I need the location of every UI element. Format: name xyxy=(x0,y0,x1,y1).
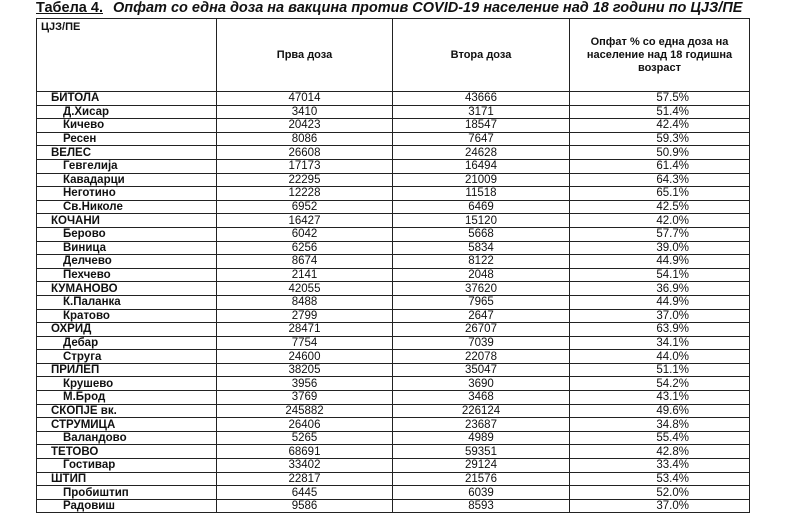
table-row xyxy=(37,336,750,350)
coverage-cell: 42.5% xyxy=(570,200,750,214)
first-dose-cell: 3956 xyxy=(217,377,393,391)
coverage-cell: 50.9% xyxy=(570,146,750,160)
table-row xyxy=(37,418,750,432)
table-row xyxy=(37,445,750,459)
region-cell: ВЕЛЕС xyxy=(37,146,217,160)
second-dose-cell: 23687 xyxy=(393,418,570,432)
first-dose-cell: 26406 xyxy=(217,418,393,432)
table-row xyxy=(37,173,750,187)
second-dose-cell: 2647 xyxy=(393,309,570,323)
second-dose-cell: 4989 xyxy=(393,431,570,445)
coverage-cell: 42.4% xyxy=(570,119,750,133)
coverage-cell: 65.1% xyxy=(570,187,750,201)
region-cell: Делчево xyxy=(37,255,217,269)
first-dose-cell: 8674 xyxy=(217,255,393,269)
second-dose-cell: 15120 xyxy=(393,214,570,228)
region-cell: Валандово xyxy=(37,431,217,445)
second-dose-cell: 7647 xyxy=(393,132,570,146)
first-dose-cell: 8086 xyxy=(217,132,393,146)
coverage-cell: 43.1% xyxy=(570,391,750,405)
region-cell: Кичево xyxy=(37,119,217,133)
first-dose-cell: 26608 xyxy=(217,146,393,160)
coverage-cell: 44.0% xyxy=(570,350,750,364)
second-dose-cell: 5668 xyxy=(393,227,570,241)
table-row xyxy=(37,363,750,377)
table-row xyxy=(37,187,750,201)
coverage-cell: 59.3% xyxy=(570,132,750,146)
first-dose-cell: 3769 xyxy=(217,391,393,405)
first-dose-cell: 2799 xyxy=(217,309,393,323)
coverage-cell: 57.7% xyxy=(570,227,750,241)
second-dose-cell: 37620 xyxy=(393,282,570,296)
second-dose-cell: 6469 xyxy=(393,200,570,214)
first-dose-cell: 22817 xyxy=(217,472,393,486)
first-dose-cell: 47014 xyxy=(217,92,393,106)
table-row xyxy=(37,282,750,296)
second-dose-cell: 29124 xyxy=(393,459,570,473)
region-cell: Радовиш xyxy=(37,499,217,513)
region-cell: СТРУМИЦА xyxy=(37,418,217,432)
table-row xyxy=(37,132,750,146)
region-cell: Св.Николе xyxy=(37,200,217,214)
coverage-cell: 64.3% xyxy=(570,173,750,187)
first-dose-cell: 12228 xyxy=(217,187,393,201)
first-dose-cell: 7754 xyxy=(217,336,393,350)
coverage-cell: 51.1% xyxy=(570,363,750,377)
second-dose-cell: 59351 xyxy=(393,445,570,459)
first-dose-cell: 68691 xyxy=(217,445,393,459)
coverage-cell: 33.4% xyxy=(570,459,750,473)
coverage-cell: 34.8% xyxy=(570,418,750,432)
coverage-cell: 42.8% xyxy=(570,445,750,459)
second-dose-cell: 226124 xyxy=(393,404,570,418)
table-row xyxy=(37,391,750,405)
first-dose-cell: 245882 xyxy=(217,404,393,418)
header-coverage: Опфат % со една доза на население над 18 годишна возраст xyxy=(570,19,750,92)
first-dose-cell: 9586 xyxy=(217,499,393,513)
region-cell: КУМАНОВО xyxy=(37,282,217,296)
first-dose-cell: 6952 xyxy=(217,200,393,214)
second-dose-cell: 21009 xyxy=(393,173,570,187)
first-dose-cell: 20423 xyxy=(217,119,393,133)
coverage-cell: 49.6% xyxy=(570,404,750,418)
first-dose-cell: 22295 xyxy=(217,173,393,187)
table-row xyxy=(37,486,750,500)
table-row xyxy=(37,214,750,228)
table-row xyxy=(37,350,750,364)
region-cell: Пехчево xyxy=(37,268,217,282)
region-cell: ПРИЛЕП xyxy=(37,363,217,377)
coverage-cell: 37.0% xyxy=(570,499,750,513)
coverage-cell: 57.5% xyxy=(570,92,750,106)
region-cell: М.Брод xyxy=(37,391,217,405)
first-dose-cell: 8488 xyxy=(217,295,393,309)
header-region: ЦЈЗ/ПЕ xyxy=(37,19,217,92)
coverage-cell: 55.4% xyxy=(570,431,750,445)
table-body xyxy=(37,92,750,513)
table-row xyxy=(37,255,750,269)
region-cell: БИТОЛА xyxy=(37,92,217,106)
region-cell: Дебар xyxy=(37,336,217,350)
first-dose-cell: 5265 xyxy=(217,431,393,445)
second-dose-cell: 3468 xyxy=(393,391,570,405)
coverage-cell: 39.0% xyxy=(570,241,750,255)
second-dose-cell: 3171 xyxy=(393,105,570,119)
first-dose-cell: 6256 xyxy=(217,241,393,255)
coverage-cell: 37.0% xyxy=(570,309,750,323)
second-dose-cell: 3690 xyxy=(393,377,570,391)
table-row xyxy=(37,92,750,106)
first-dose-cell: 3410 xyxy=(217,105,393,119)
second-dose-cell: 2048 xyxy=(393,268,570,282)
region-cell: Струга xyxy=(37,350,217,364)
region-cell: Кавадарци xyxy=(37,173,217,187)
region-cell: КОЧАНИ xyxy=(37,214,217,228)
first-dose-cell: 28471 xyxy=(217,323,393,337)
second-dose-cell: 43666 xyxy=(393,92,570,106)
coverage-cell: 52.0% xyxy=(570,486,750,500)
first-dose-cell: 24600 xyxy=(217,350,393,364)
table-row xyxy=(37,227,750,241)
region-cell: Пробиштип xyxy=(37,486,217,500)
table-row xyxy=(37,323,750,337)
table-row xyxy=(37,241,750,255)
first-dose-cell: 38205 xyxy=(217,363,393,377)
table-row xyxy=(37,159,750,173)
first-dose-cell: 16427 xyxy=(217,214,393,228)
table-row xyxy=(37,499,750,513)
first-dose-cell: 2141 xyxy=(217,268,393,282)
table-row xyxy=(37,200,750,214)
coverage-cell: 54.2% xyxy=(570,377,750,391)
table-row xyxy=(37,268,750,282)
vaccination-table xyxy=(36,18,750,513)
header-second-dose: Втора доза xyxy=(393,19,570,92)
second-dose-cell: 8122 xyxy=(393,255,570,269)
first-dose-cell: 33402 xyxy=(217,459,393,473)
table-row xyxy=(37,146,750,160)
table-row xyxy=(37,472,750,486)
second-dose-cell: 16494 xyxy=(393,159,570,173)
coverage-cell: 63.9% xyxy=(570,323,750,337)
region-cell: Кратово xyxy=(37,309,217,323)
second-dose-cell: 5834 xyxy=(393,241,570,255)
second-dose-cell: 7039 xyxy=(393,336,570,350)
second-dose-cell: 11518 xyxy=(393,187,570,201)
second-dose-cell: 24628 xyxy=(393,146,570,160)
region-cell: Ресен xyxy=(37,132,217,146)
table-caption xyxy=(36,0,796,17)
coverage-cell: 51.4% xyxy=(570,105,750,119)
table-row xyxy=(37,295,750,309)
table-row xyxy=(37,309,750,323)
first-dose-cell: 17173 xyxy=(217,159,393,173)
coverage-cell: 36.9% xyxy=(570,282,750,296)
region-cell: Крушево xyxy=(37,377,217,391)
table-row xyxy=(37,404,750,418)
region-cell: Неготино xyxy=(37,187,217,201)
coverage-cell: 61.4% xyxy=(570,159,750,173)
second-dose-cell: 21576 xyxy=(393,472,570,486)
table-label: Табела 4. xyxy=(36,0,103,16)
first-dose-cell: 42055 xyxy=(217,282,393,296)
table-row xyxy=(37,459,750,473)
table-row xyxy=(37,377,750,391)
coverage-cell: 42.0% xyxy=(570,214,750,228)
region-cell: Виница xyxy=(37,241,217,255)
region-cell: Д.Хисар xyxy=(37,105,217,119)
header-first-dose: Прва доза xyxy=(217,19,393,92)
region-cell: СКОПЈЕ вк. xyxy=(37,404,217,418)
second-dose-cell: 7965 xyxy=(393,295,570,309)
second-dose-cell: 35047 xyxy=(393,363,570,377)
table-row xyxy=(37,431,750,445)
region-cell: Берово xyxy=(37,227,217,241)
second-dose-cell: 6039 xyxy=(393,486,570,500)
second-dose-cell: 22078 xyxy=(393,350,570,364)
coverage-cell: 44.9% xyxy=(570,295,750,309)
second-dose-cell: 26707 xyxy=(393,323,570,337)
first-dose-cell: 6445 xyxy=(217,486,393,500)
table-row xyxy=(37,119,750,133)
region-cell: Гостивар xyxy=(37,459,217,473)
header-row xyxy=(37,19,750,92)
first-dose-cell: 6042 xyxy=(217,227,393,241)
coverage-cell: 53.4% xyxy=(570,472,750,486)
table-row xyxy=(37,105,750,119)
table-title: Опфат со една доза на вакцина против COVID-19 население над 18 години по ЦЈЗ/ПЕ xyxy=(113,0,743,16)
region-cell: ОХРИД xyxy=(37,323,217,337)
region-cell: ТЕТОВО xyxy=(37,445,217,459)
second-dose-cell: 18547 xyxy=(393,119,570,133)
coverage-cell: 34.1% xyxy=(570,336,750,350)
region-cell: ШТИП xyxy=(37,472,217,486)
region-cell: К.Паланка xyxy=(37,295,217,309)
region-cell: Гевгелија xyxy=(37,159,217,173)
coverage-cell: 54.1% xyxy=(570,268,750,282)
coverage-cell: 44.9% xyxy=(570,255,750,269)
second-dose-cell: 8593 xyxy=(393,499,570,513)
